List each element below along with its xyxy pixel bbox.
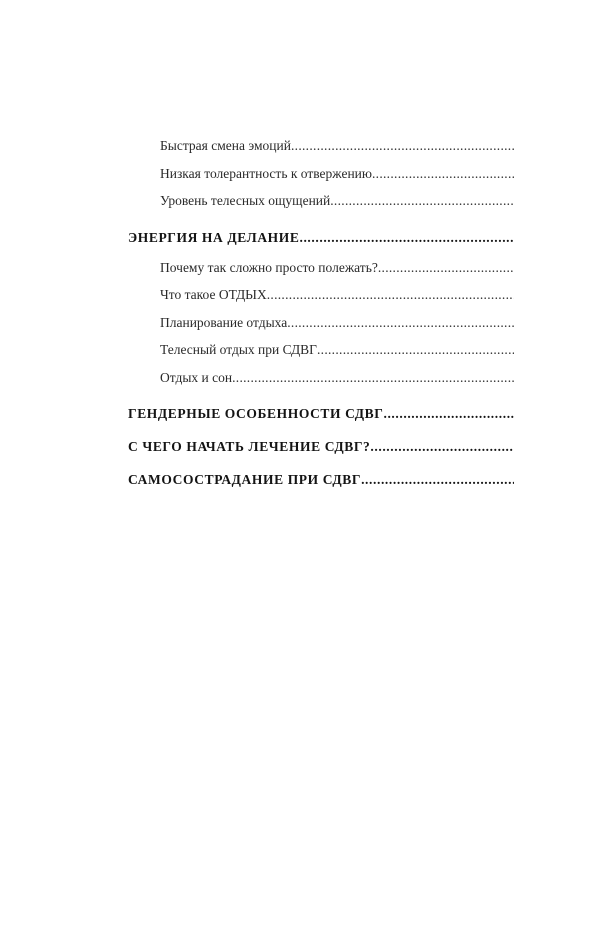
toc-entry-why-hard-to-rest[interactable] xyxy=(128,254,514,282)
toc-entry-label: Уровень телесных ощущений xyxy=(160,193,331,208)
dot-leader xyxy=(291,132,514,160)
dot-leader xyxy=(361,463,514,496)
toc-entry-what-is-rest[interactable] xyxy=(128,281,514,309)
toc-entry-label: Почему так сложно просто полежать? xyxy=(160,259,378,275)
toc-section-label: ГЕНДЕРНЫЕ ОСОБЕННОСТИ СДВГ xyxy=(128,406,384,421)
toc-entry-label: Планирование отдыха xyxy=(160,314,288,330)
dot-leader xyxy=(370,430,514,463)
dot-leader xyxy=(317,336,514,364)
toc-section-label: САМОСОСТРАДАНИЕ ПРИ СДВГ xyxy=(128,472,362,487)
toc-entry-rest-planning[interactable] xyxy=(128,309,514,337)
dot-leader xyxy=(232,364,514,392)
toc-entry-label: Быстрая смена эмоций xyxy=(160,138,291,153)
toc-section-treatment[interactable] xyxy=(128,430,514,463)
toc-entry-rest-and-sleep[interactable] xyxy=(128,364,514,392)
dot-leader xyxy=(372,160,514,188)
toc-entry-label: Что такое ОТДЫХ xyxy=(160,287,267,302)
toc-entry-body-rest[interactable] xyxy=(128,336,514,364)
toc-entry-label: Низкая толерантность к отвержению xyxy=(160,165,372,181)
dot-leader xyxy=(299,221,514,254)
toc-entry-label: Телесный отдых при СДВГ xyxy=(160,342,317,357)
dot-leader xyxy=(330,187,514,215)
dot-leader xyxy=(383,397,514,430)
toc-section-label: С ЧЕГО НАЧАТЬ ЛЕЧЕНИЕ СДВГ? xyxy=(128,439,371,454)
toc-section-label: ЭНЕРГИЯ НА ДЕЛАНИЕ xyxy=(128,229,300,245)
toc-entry-rapid-mood-change[interactable] xyxy=(128,132,514,160)
table-of-contents xyxy=(128,132,514,496)
dot-leader xyxy=(378,254,514,282)
toc-section-energy[interactable] xyxy=(128,221,514,254)
toc-entry-label: Отдых и сон xyxy=(160,369,233,385)
toc-entry-rejection-tolerance[interactable] xyxy=(128,160,514,188)
toc-entry-body-sensations[interactable] xyxy=(128,187,514,215)
dot-leader xyxy=(267,281,514,309)
toc-section-self-compassion[interactable] xyxy=(128,463,514,496)
toc-section-gender[interactable] xyxy=(128,397,514,430)
dot-leader xyxy=(287,309,514,337)
